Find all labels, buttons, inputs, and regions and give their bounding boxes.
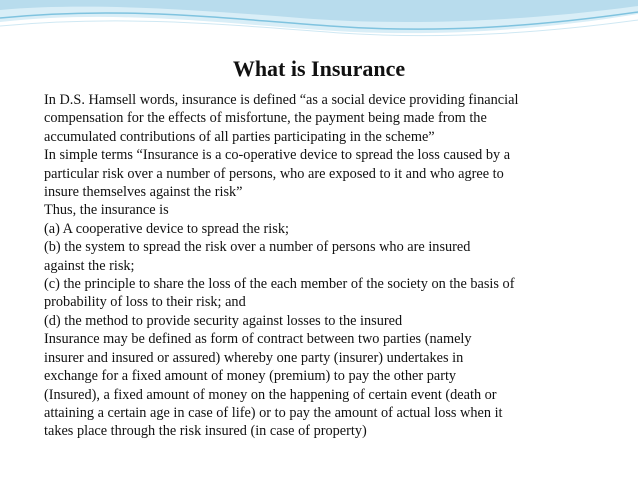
- body-line: compensation for the effects of misfortune, the payment being made from the: [44, 110, 487, 127]
- body-line: In D.S. Hamsell words, insurance is defined “as a social device providing financial: [44, 92, 519, 108]
- slide-title: What is Insurance: [232, 56, 406, 81]
- header-wave-decoration: [0, 0, 638, 50]
- body-line: exchange for a fixed amount of money (premium) to pay the other party: [44, 368, 457, 385]
- body-line: In simple terms “Insurance is a co-operative device to spread the loss caused by a: [44, 147, 511, 164]
- body-line: (d) the method to provide security against losses to the insured: [44, 312, 403, 329]
- body-line: against the risk;: [44, 257, 135, 274]
- body-line: accumulated contributions of all parties participating in the scheme”: [44, 128, 435, 145]
- body-line: (c) the principle to share the loss of the each member of the society on the basis of: [44, 276, 515, 293]
- body-line: probability of loss to their risk; and: [44, 294, 246, 311]
- body-line: (a) A cooperative device to spread the risk;: [44, 220, 289, 237]
- slide-body: [44, 91, 614, 441]
- body-line: attaining a certain age in case of life) or to pay the amount of actual loss when it: [44, 404, 503, 421]
- body-line: Thus, the insurance is: [44, 202, 169, 219]
- body-line: takes place through the risk insured (in case of property): [44, 423, 367, 440]
- body-line: (Insured), a fixed amount of money on the happening of certain event (death or: [44, 386, 497, 403]
- body-line: Insurance may be defined as form of contract between two parties (namely: [44, 331, 472, 348]
- body-line: insurer and insured or assured) whereby one party (insurer) undertakes in: [44, 349, 464, 366]
- body-line: (b) the system to spread the risk over a number of persons who are insured: [44, 239, 471, 256]
- body-line: particular risk over a number of persons, who are exposed to it and who agree to: [44, 165, 504, 182]
- body-line: insure themselves against the risk”: [44, 184, 243, 201]
